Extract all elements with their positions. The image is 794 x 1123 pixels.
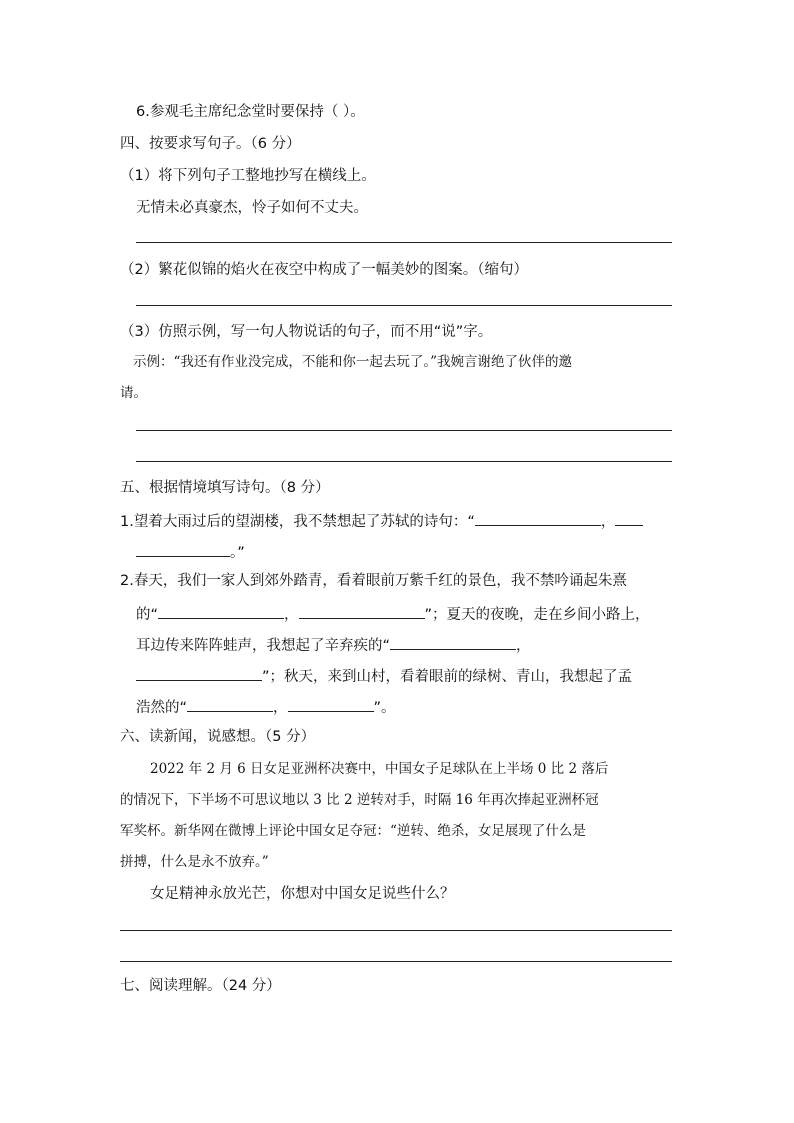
s5-q2-text: 的“ — [136, 607, 159, 623]
answer-line[interactable] — [120, 930, 672, 931]
s5-q1-line2 — [136, 541, 245, 563]
section-6-title: 六、读新闻，说感想。（5 分） — [120, 729, 316, 745]
answer-line[interactable] — [136, 461, 672, 462]
section-7-title: 七、阅读理解。（24 分） — [120, 978, 281, 994]
s5-q2-line5 — [136, 696, 396, 718]
s5-q2-text: ”；夏天的夜晚，走在乡间小路上， — [424, 607, 650, 623]
s5-q2-line2 — [136, 603, 650, 625]
comma: ， — [284, 607, 299, 623]
news-paragraph-line: 拼搏，什么是永不放弃。” — [120, 854, 269, 870]
s5-q2-text: 浩然的“ — [136, 700, 188, 716]
s5-q1-line1 — [120, 510, 643, 532]
section-4-title: 四、按要求写句子。（6 分） — [120, 136, 301, 152]
section-5-title: 五、根据情境填写诗句。（8 分） — [120, 480, 330, 496]
s5-q2-line4 — [136, 665, 632, 687]
s5-q2-line3 — [136, 634, 531, 656]
poem-blank[interactable] — [158, 603, 284, 619]
comma: ， — [600, 514, 616, 530]
answer-line[interactable] — [120, 961, 672, 962]
s5-q2-text: ”。 — [373, 700, 396, 716]
s5-q2-text: 耳边传来阵阵蛙声，我想起了辛弃疾的“ — [136, 638, 391, 654]
question-6: 6.参观毛主席纪念堂时要保持（ ）。 — [136, 104, 365, 120]
comma: ， — [516, 638, 531, 654]
answer-line[interactable] — [136, 305, 672, 306]
s4-item3-example: 示例：“我还有作业没完成，不能和你一起去玩了。”我婉言谢绝了伙伴的邀 — [133, 354, 573, 370]
s5-q2-line1: 2.春天，我们一家人到郊外踏青，看着眼前万紫千红的景色，我不禁吟诵起朱熹 — [120, 573, 627, 589]
s4-item1-prompt: （1）将下列句子工整地抄写在横线上。 — [120, 168, 376, 184]
answer-line[interactable] — [136, 430, 672, 431]
news-paragraph-line: 军奖杯。新华网在微博上评论中国女足夺冠：“逆转、绝杀，女足展现了什么是 — [120, 823, 586, 839]
poem-blank[interactable] — [615, 510, 643, 526]
poem-blank[interactable] — [136, 665, 262, 681]
poem-blank[interactable] — [475, 510, 601, 526]
news-paragraph-line: 2022 年 2 月 6 日女足亚洲杯决赛中，中国女子足球队在上半场 0 比 2 落后 — [150, 761, 609, 777]
news-paragraph-line: 的情况下，下半场不可思议地以 3 比 2 逆转对手，时隔 16 年再次捧起亚洲杯冠 — [120, 792, 599, 808]
poem-blank[interactable] — [299, 603, 425, 619]
s5-q1-end: 。” — [230, 545, 245, 561]
s6-question: 女足精神永放光芒，你想对中国女足说些什么？ — [150, 886, 455, 902]
poem-blank[interactable] — [288, 696, 374, 712]
s4-item2-prompt: （2）繁花似锦的焰火在夜空中构成了一幅美妙的图案。（缩句） — [120, 262, 528, 278]
poem-blank[interactable] — [187, 696, 273, 712]
s5-q2-text: ”；秋天，来到山村，看着眼前的绿树、青山，我想起了孟 — [262, 669, 633, 685]
s4-item3-example-cont: 请。 — [120, 385, 147, 401]
poem-blank[interactable] — [136, 541, 230, 557]
s4-item3-prompt: （3）仿照示例，写一句人物说话的句子，而不用“说”字。 — [120, 324, 493, 340]
answer-line[interactable] — [136, 242, 672, 243]
s5-q1-text: 1.望着大雨过后的望湖楼，我不禁想起了苏轼的诗句：“ — [120, 514, 475, 530]
poem-blank[interactable] — [390, 634, 516, 650]
comma: ， — [273, 700, 288, 716]
s4-item1-sentence: 无情未必真豪杰，怜子如何不丈夫。 — [136, 200, 368, 216]
